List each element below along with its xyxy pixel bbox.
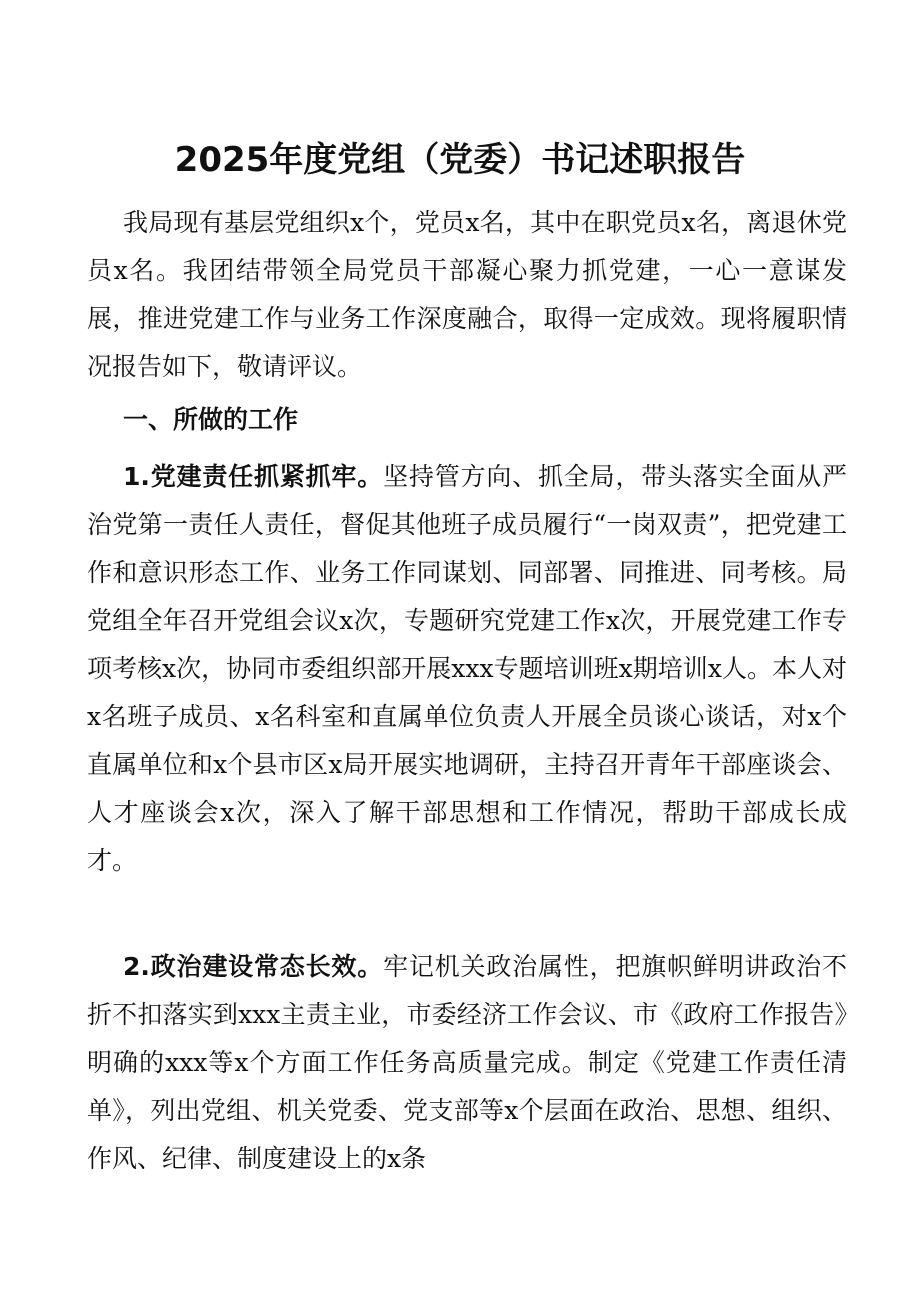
section-heading: 一、所做的工作 (123, 405, 299, 434)
item-2-text: 牢记机关政治属性，把旗帜鲜明讲政治不折不扣落实到xxx主责主业，市委经济工作会议、市《政府工作报告》明确的xxx等x个方面工作任务高质量完成。制定《党建工作责任清单》，列出党组、机关党委、党支部等x个层面在政治、思想、组织、作风、纪律、制度建设上的x条 (87, 952, 847, 1173)
document-title: 2025年度党组（党委）书记述职报告 (174, 140, 746, 180)
item-1-lead: 1.党建责任抓紧抓牢。 (123, 462, 384, 491)
item-1-paragraph (87, 453, 847, 885)
item-2-lead: 2.政治建设常态长效。 (123, 952, 384, 981)
item-2-paragraph (87, 943, 847, 1183)
intro-paragraph: 我局现有基层党组织x个，党员x名，其中在职党员x名，离退休党员x名。我团结带领全局党员干部凝心聚力抓党建，一心一意谋发展，推进党建工作与业务工作深度融合，取得一定成效。现将履职情况报告如下，敬请评议。 (87, 208, 847, 381)
item-1-text: 坚持管方向、抓全局，带头落实全面从严治党第一责任人责任，督促其他班子成员履行“一岗双责”，把党建工作和意识形态工作、业务工作同谋划、同部署、同推进、同考核。局党组全年召开党组会议x次，专题研究党建工作x次，开展党建工作专项考核x次，协同市委组织部开展xxx专题培训班x期培训x人。本人对x名班子成员、x名科室和直属单位负责人开展全员谈心谈话，对x个直属单位和x个县市区x局开展实地调研，主持召开青年干部座谈会、人才座谈会x次，深入了解干部思想和工作情况，帮助干部成长成才。 (87, 462, 847, 875)
